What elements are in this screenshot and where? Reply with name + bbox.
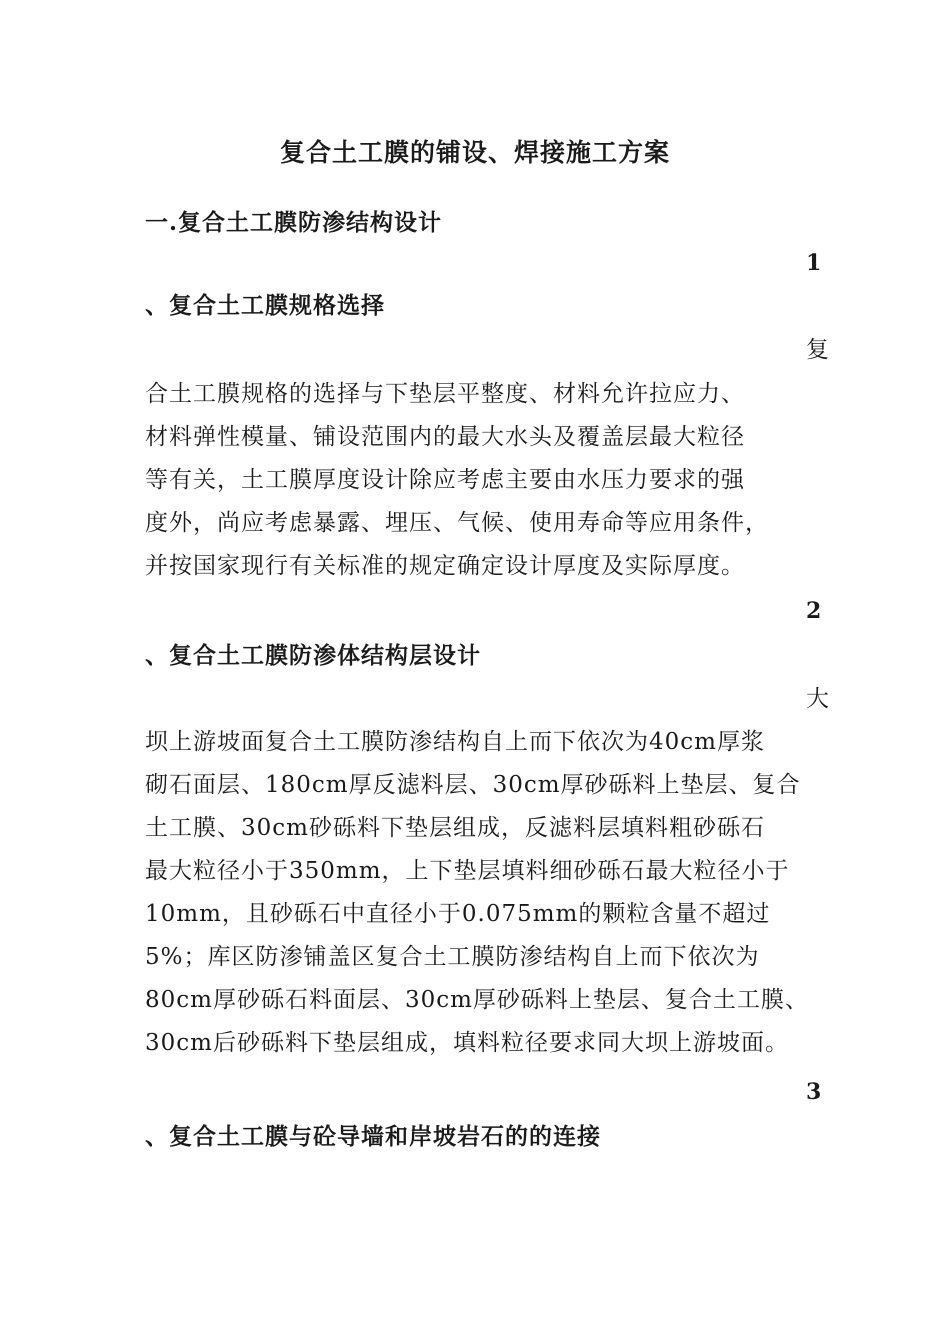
item-heading: 、复合土工膜规格选择 bbox=[145, 292, 385, 319]
paragraph-line: 合土工膜规格的选择与下垫层平整度、材料允许拉应力、 bbox=[145, 381, 745, 407]
paragraph-line: 5%；库区防渗铺盖区复合土工膜防渗结构自上而下依次为 bbox=[145, 944, 760, 970]
item-number: 1 bbox=[806, 250, 822, 276]
section-heading: 一.复合土工膜防渗结构设计 bbox=[145, 209, 443, 236]
paragraph-line: 度外，尚应考虑暴露、埋压、气候、使用寿命等应用条件， bbox=[145, 510, 769, 536]
paragraph-line: 土工膜、30cm砂砾料下垫层组成，反滤料层填料粗砂砾石 bbox=[145, 815, 765, 841]
paragraph-line: 10mm，且砂砾石中直径小于0.075mm的颗粒含量不超过 bbox=[145, 901, 771, 927]
paragraph bbox=[145, 374, 825, 589]
paragraph-line: 砌石面层、180cm厚反滤料层、30cm厚砂砾料上垫层、复合 bbox=[145, 772, 801, 798]
item-number: 3 bbox=[806, 1079, 822, 1105]
paragraph-lead-char: 大 bbox=[806, 686, 829, 712]
paragraph-lead-char: 复 bbox=[806, 337, 829, 363]
paragraph bbox=[145, 722, 825, 1066]
paragraph-line: 80cm厚砂砾石料面层、30cm厚砂砾料上垫层、复合土工膜、 bbox=[145, 987, 809, 1013]
paragraph-line: 30cm后砂砾料下垫层组成，填料粒径要求同大坝上游坡面。 bbox=[145, 1030, 789, 1056]
item-number: 2 bbox=[806, 598, 822, 624]
paragraph-line: 并按国家现行有关标准的规定确定设计厚度及实际厚度。 bbox=[145, 553, 745, 579]
item-heading: 、复合土工膜与砼导墙和岸坡岩石的的连接 bbox=[145, 1123, 601, 1150]
paragraph-line: 等有关，土工膜厚度设计除应考虑主要由水压力要求的强 bbox=[145, 467, 745, 493]
paragraph-line: 坝上游坡面复合土工膜防渗结构自上而下依次为40cm厚浆 bbox=[145, 729, 765, 755]
item-heading: 、复合土工膜防渗体结构层设计 bbox=[145, 642, 481, 669]
paragraph-line: 最大粒径小于350mm，上下垫层填料细砂砾石最大粒径小于 bbox=[145, 858, 790, 884]
document-title: 复合土工膜的铺设、焊接施工方案 bbox=[279, 138, 670, 167]
paragraph-line: 材料弹性模量、铺设范围内的最大水头及覆盖层最大粒径 bbox=[145, 424, 745, 450]
